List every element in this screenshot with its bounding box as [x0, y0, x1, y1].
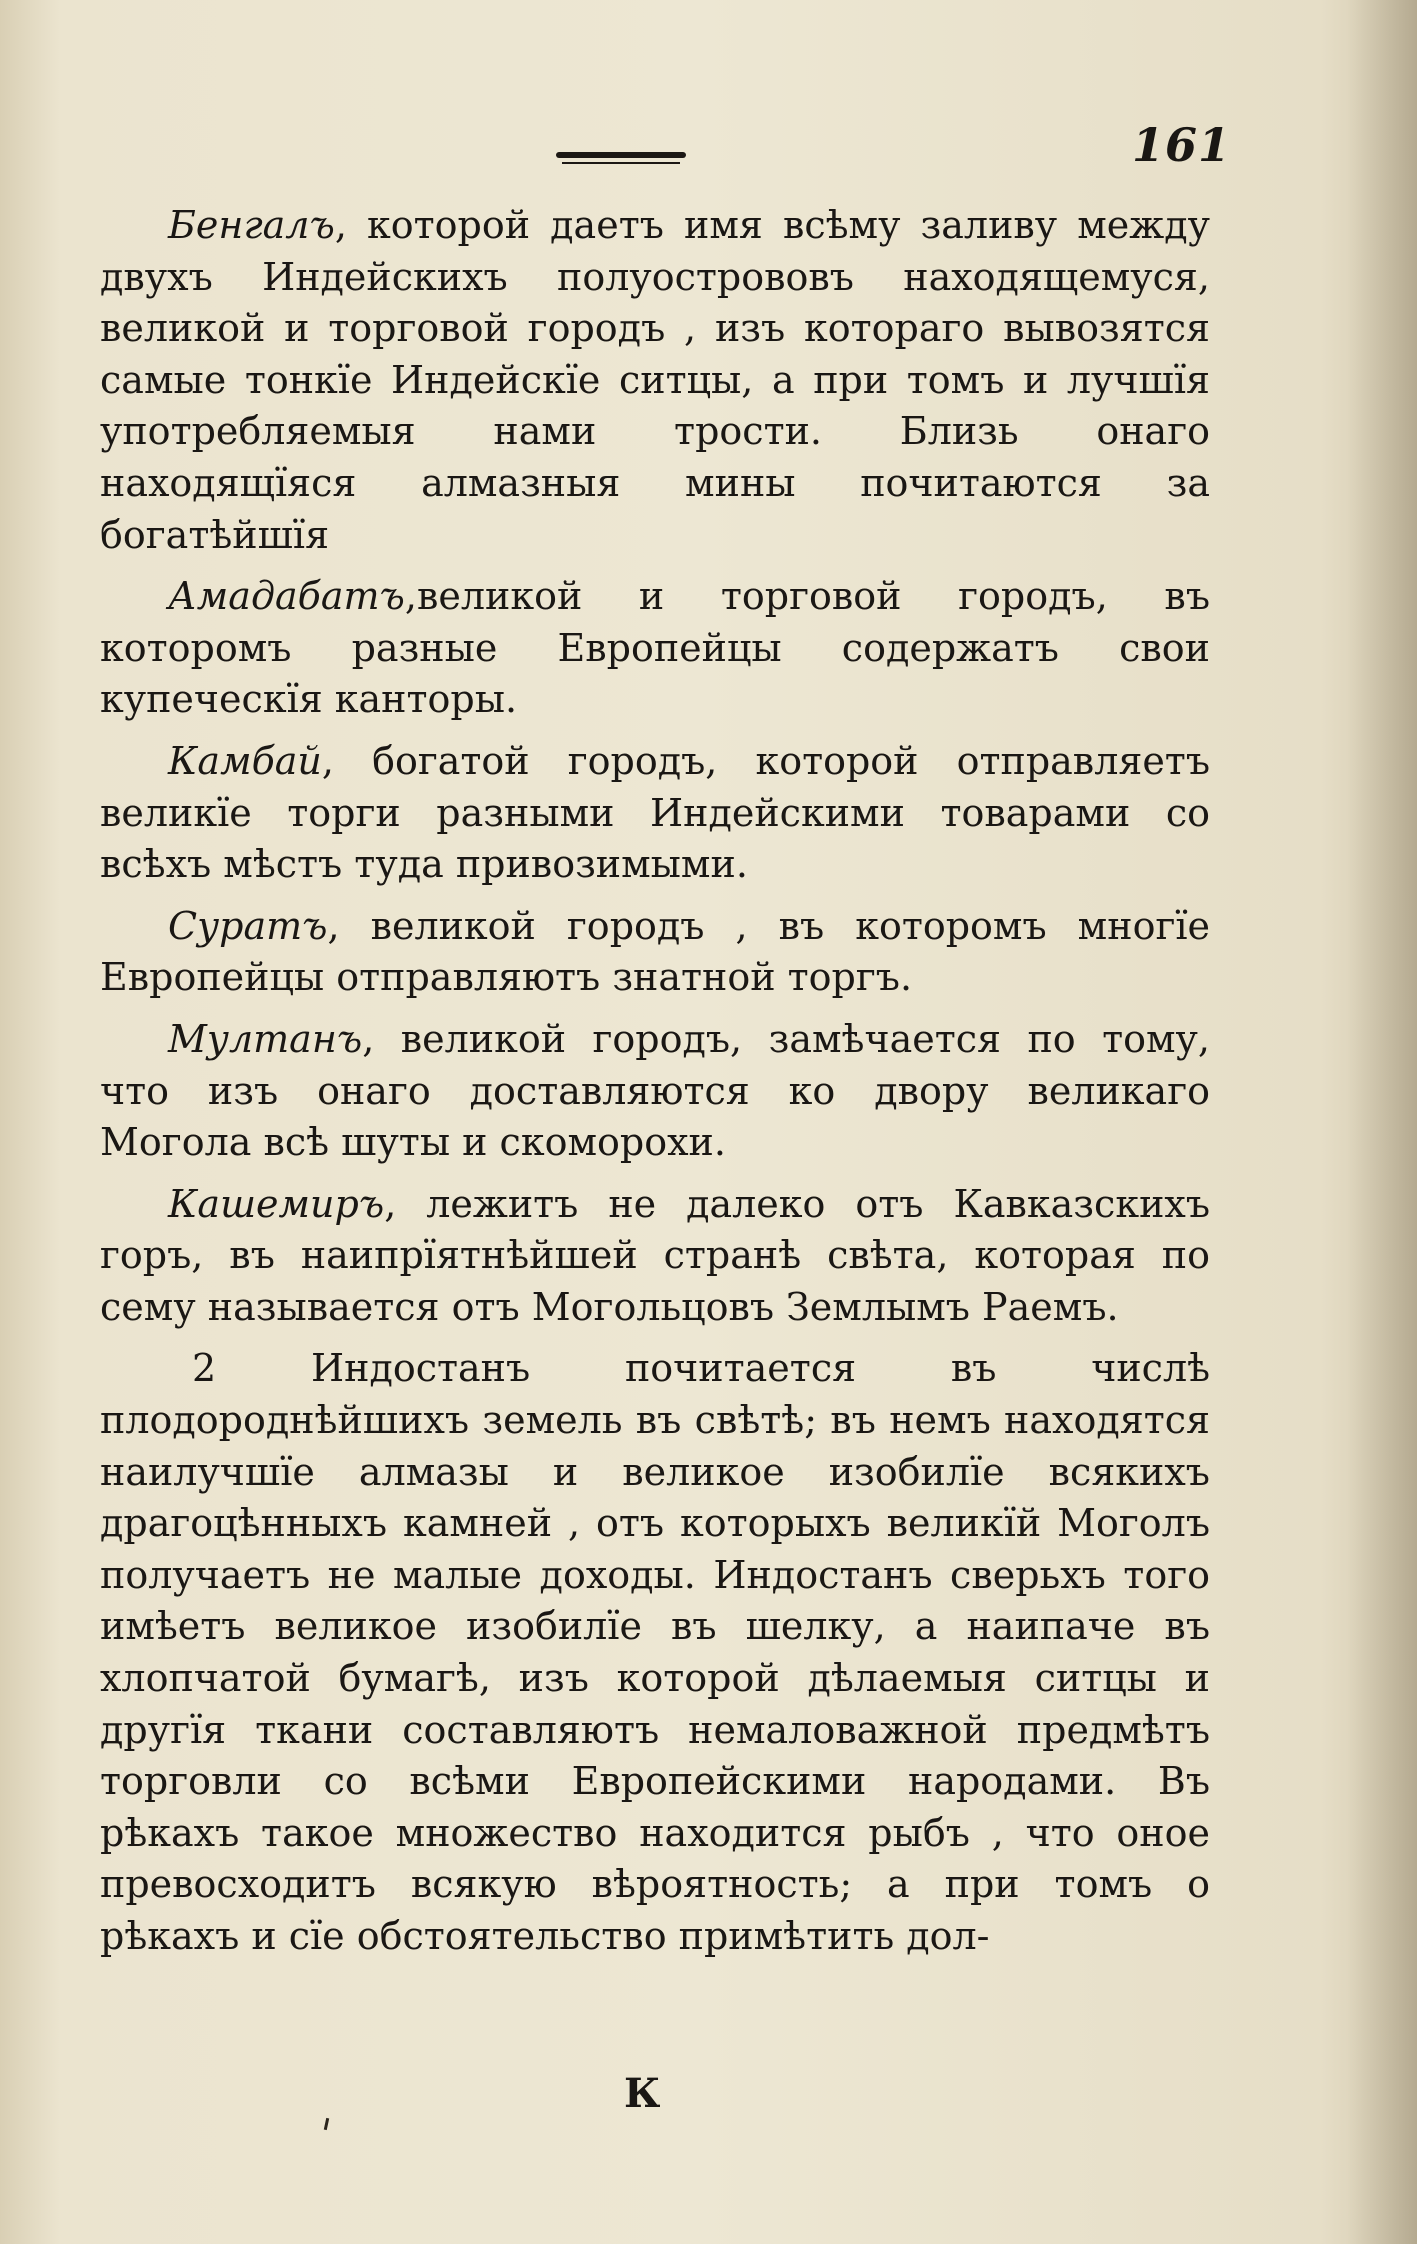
paragraph-kashmir	[100, 1179, 1210, 1334]
body-text	[100, 200, 1210, 1973]
page-edge-shadow	[1347, 0, 1417, 2244]
paragraph-hindustan	[100, 1343, 1210, 1962]
paragraph-bengal	[100, 200, 1210, 561]
paragraph-number: 2	[192, 1346, 217, 1391]
place-name: Бенгалъ	[168, 203, 335, 247]
place-name: Мултанъ	[168, 1016, 363, 1061]
paragraph-text: , которой даетъ имя всѣму заливу между двухъ Индейскихъ полуострововъ находящемуся, великой и торговой городъ , изъ котораго вывозятся самые тонкїе Индейскїе ситцы, а при томъ и лучшїя употребляемыя нами трости. Близь онаго находящїяся алмазныя мины почитаются за богатѣйшїя	[100, 203, 1210, 557]
paragraph-amadabat	[100, 571, 1210, 726]
paragraph-text: , лежитъ не далеко отъ Кавказскихъ горъ, въ наипрїятнѣйшей странѣ свѣта, которая по сему называется отъ Могольцовъ Землымъ Раемъ.	[100, 1181, 1210, 1329]
paragraph-text: , богатой городъ, которой отправляетъ великїе торги разными Индейскими товарами со всѣхъ мѣстъ туда привозимыми.	[100, 738, 1210, 887]
paragraph-surat	[100, 901, 1210, 1004]
ink-speck	[324, 2118, 329, 2130]
place-name: Амадабатъ	[168, 574, 405, 619]
paragraph-text: Индостанъ почитается въ числѣ плодороднѣйшихъ земель въ свѣтѣ; въ немъ находятся наилучшїе алмазы и великое изобилїе всякихъ драгоцѣнныхъ камней , отъ которыхъ великїй Моголъ получаетъ не малые доходы. Индостанъ сверьхъ того имѣетъ великое изобилїе въ шелку, а наипаче въ хлопчатой бумагѣ, изъ которой дѣлаемыя ситцы и другїя ткани составляютъ немаловажной предмѣтъ торговли со всѣми Европейскими народами. Въ рѣкахъ такое множество находится рыбъ , что оное превосходитъ всякую вѣроятность; а при томъ о рѣкахъ и сїе обстоятельство примѣтить дол-	[100, 1346, 1210, 1958]
paragraph-text: ,великой и торговой городъ, въ которомъ разные Европейцы содержатъ свои купеческїя канторы.	[100, 574, 1210, 722]
paragraph-kambai	[100, 736, 1210, 891]
header-ornament-rule	[556, 152, 686, 166]
header-rule-thin-line	[562, 162, 680, 164]
header-rule-thick-line	[556, 152, 686, 158]
catchword: К	[624, 2070, 661, 2117]
place-name: Камбай	[168, 738, 322, 783]
paragraph-multan	[100, 1014, 1210, 1169]
paragraph-text: , великой городъ , въ которомъ многїе Европейцы отправляютъ знатной торгъ.	[100, 903, 1210, 1000]
place-name: Суратъ	[168, 903, 328, 948]
place-name: Кашемиръ	[168, 1181, 385, 1226]
page-number: 161	[1132, 118, 1232, 172]
paragraph-text: , великой городъ, замѣчается по тому, что изъ онаго доставляются ко двору великаго Могола всѣ шуты и скоморохи.	[100, 1016, 1210, 1165]
